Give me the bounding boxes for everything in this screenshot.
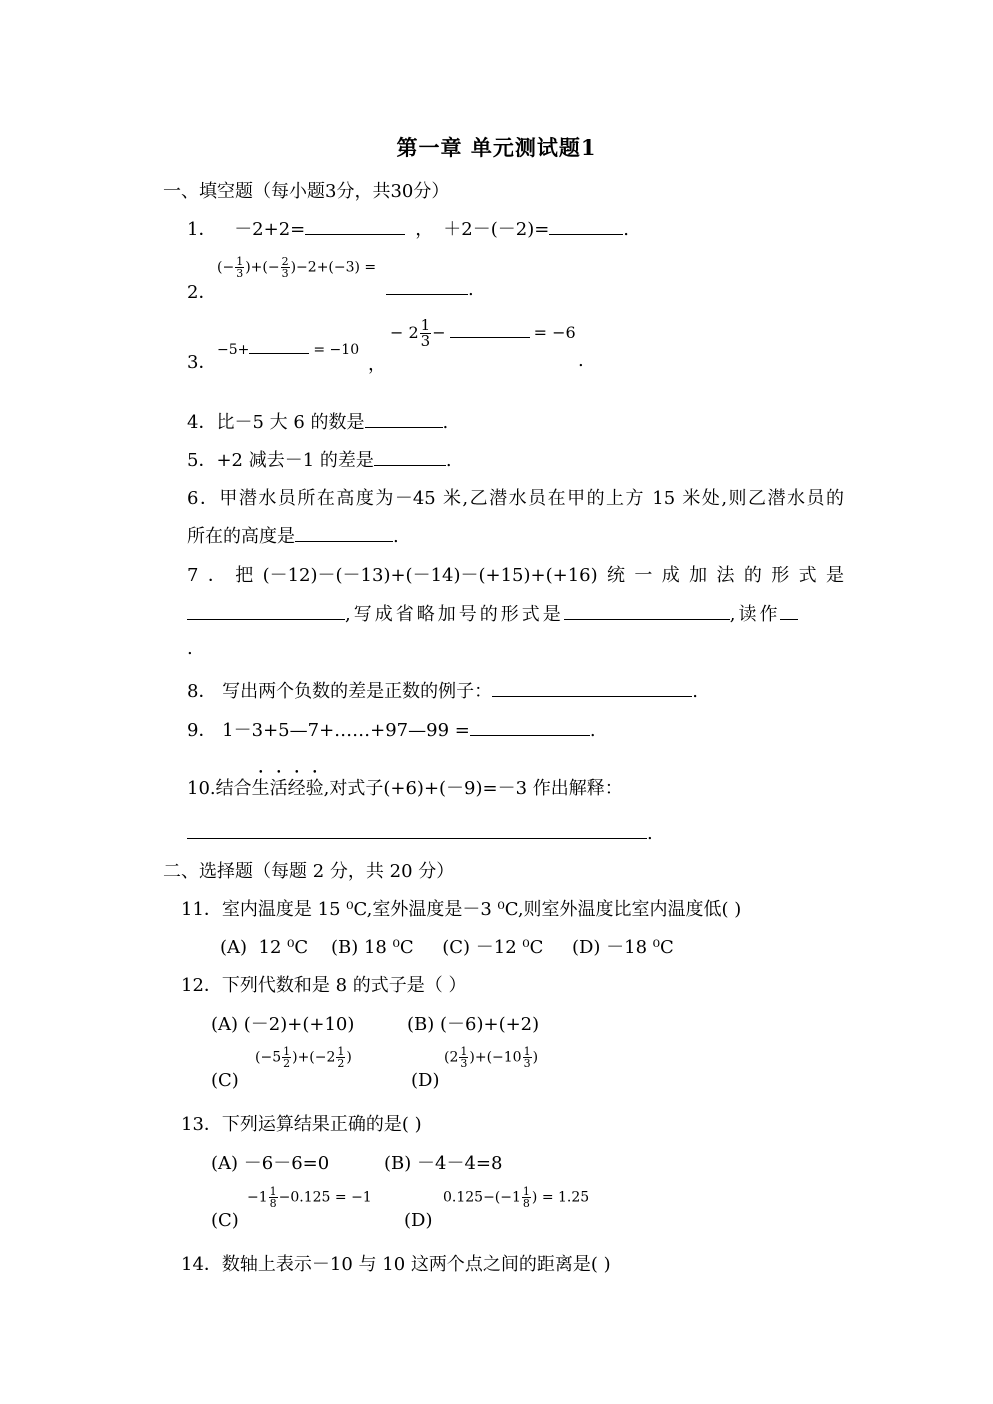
question-12-option-d-expression: (2 $\frac{1}{3}$ )+(−10 $\frac{1}{3}$ ): [444, 1045, 539, 1070]
question-11: 11．室内温度是 15 ⁰C,室外温度是－3 ⁰C,则室外温度比室内温度低( ): [181, 899, 742, 920]
section2-heading: 二、选择题（每题 2 分，共 20 分）: [163, 861, 455, 882]
question-12-option-c-expression: (−5 $\frac{1}{2}$ )+(−2 $\frac{1}{2}$ ): [255, 1045, 352, 1070]
answer-blank[interactable]: [780, 603, 798, 620]
section1-heading: 一、填空题（每小题3分，共30分）: [163, 181, 450, 202]
answer-blank[interactable]: [187, 822, 647, 839]
question-11-options: (A) 12 ⁰C (B) 18 ⁰C (C) －12 ⁰C (D) －18 ⁰C: [220, 937, 674, 958]
question-3-separator: ，: [368, 354, 386, 375]
question-2-number: 2．: [187, 282, 217, 303]
question-7-end: .: [187, 638, 193, 659]
question-3-part-b: − 2 $\frac{1}{3}$ − = −6: [390, 316, 576, 350]
question-3-part-a: −5+ = −10: [217, 342, 360, 358]
question-13-option-d-expression: 0.125−(−1 $\frac{1}{8}$ ) = 1.25: [443, 1185, 590, 1210]
answer-blank[interactable]: [374, 449, 446, 466]
answer-blank[interactable]: [187, 603, 345, 620]
question-13: 13．下列运算结果正确的是( ): [181, 1114, 422, 1135]
answer-blank[interactable]: [549, 218, 623, 235]
answer-blank[interactable]: [450, 325, 530, 338]
answer-blank[interactable]: [295, 525, 393, 542]
question-14: 14．数轴上表示－10 与 10 这两个点之间的距离是( ): [181, 1254, 611, 1275]
answer-blank[interactable]: [564, 603, 730, 620]
question-12-option-c: (C): [211, 1070, 239, 1091]
question-12-option-a: (A) (－2)+(+10): [211, 1014, 355, 1035]
question-6-line1: 6．甲潜水员所在高度为－45 米,乙潜水员在甲的上方 15 米处,则乙潜水员的: [187, 488, 844, 509]
question-13-option-c-expression: −1 $\frac{1}{8}$ −0.125 = −1: [247, 1185, 372, 1210]
question-13-option-c: (C): [211, 1210, 239, 1231]
question-2-answer: .: [386, 278, 474, 300]
question-13-option-d: (D): [404, 1210, 433, 1231]
question-3-end: .: [578, 350, 584, 371]
answer-blank[interactable]: [365, 411, 443, 428]
question-10: 10.结合生活经验,对式子(+6)+(－9)=－3 作出解释：: [187, 778, 623, 799]
question-8: 8． 写出两个负数的差是正数的例子： .: [187, 681, 698, 702]
answer-blank[interactable]: [249, 343, 309, 354]
answer-blank[interactable]: [492, 680, 692, 697]
question-12: 12．下列代数和是 8 的式子是（ ）: [181, 975, 467, 996]
answer-blank[interactable]: [305, 218, 405, 235]
answer-blank[interactable]: [470, 719, 590, 736]
answer-blank[interactable]: [386, 278, 468, 295]
question-9: 9． 1－3+5—7+……+97—99 = .: [187, 720, 596, 741]
question-7-line2: ,写成省略加号的形式是 ,读作: [187, 600, 798, 626]
question-12-option-d: (D): [411, 1070, 440, 1091]
page-title: 第一章 单元测试题1: [396, 135, 597, 160]
question-13-option-a: (A) －6－6=0: [211, 1153, 330, 1174]
question-2-expression: (− $\frac{1}{3}$ )+(− $\frac{2}{3}$ )−2+(−3) =: [217, 255, 377, 280]
question-5: 5．+2 减去－1 的差是 .: [187, 450, 452, 471]
question-3-number: 3．: [187, 352, 217, 373]
question-13-option-b: (B) －4－4=8: [384, 1153, 503, 1174]
question-6-line2: 所在的高度是 .: [187, 526, 399, 547]
question-7-line1: 7．把(－12)－(－13)+(－14)－(+15)+(+16)统一成加法的形式是: [187, 565, 844, 586]
question-1: 1． －2+2= ， ＋2－(－2)= .: [187, 219, 630, 240]
question-4: 4．比－5 大 6 的数是 .: [187, 412, 449, 433]
question-10-answer: .: [187, 822, 653, 844]
question-12-option-b: (B) (－6)+(+2): [407, 1014, 540, 1035]
